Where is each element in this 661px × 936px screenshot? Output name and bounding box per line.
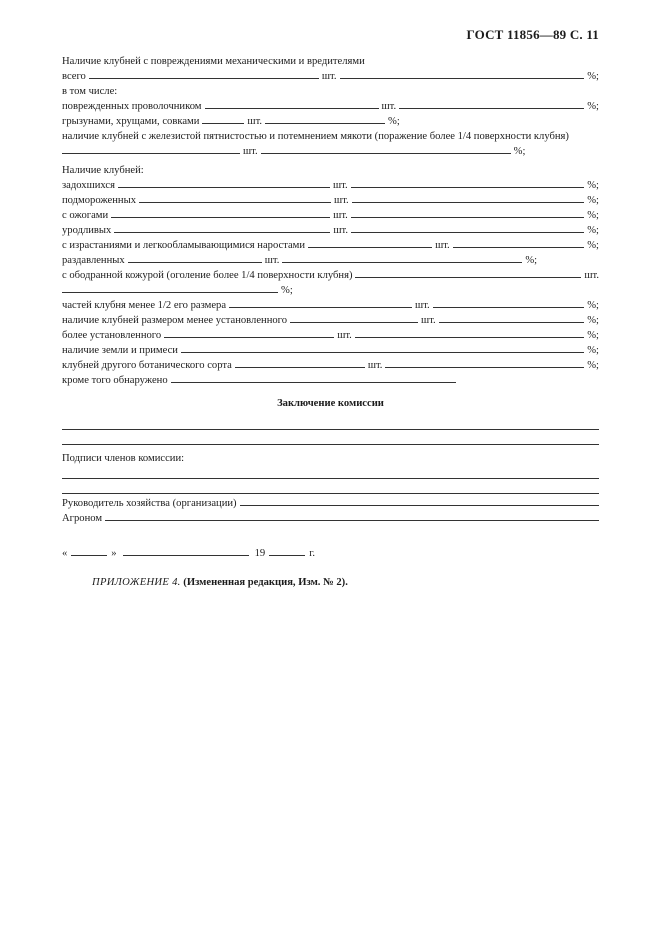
year-suffix: г. xyxy=(309,548,315,559)
dried-row xyxy=(62,176,599,191)
signatures-label: Подписи членов комиссии: xyxy=(62,453,185,464)
smaller-percent-field[interactable] xyxy=(439,322,585,323)
percent-unit: %; xyxy=(587,180,599,191)
rust-spot-values-row xyxy=(62,142,599,157)
rust-spot-count-field[interactable] xyxy=(62,153,240,154)
soil-row xyxy=(62,341,599,356)
larger-count-field[interactable] xyxy=(164,337,334,338)
pcs-unit: шт. xyxy=(367,360,383,371)
appendix-note xyxy=(92,577,599,588)
head-label: Руководитель хозяйства (организации) xyxy=(62,498,237,509)
tubers-heading: Наличие клубней: xyxy=(62,165,144,176)
wireworm-label: поврежденных проволочником xyxy=(62,101,202,112)
pcs-unit: шт. xyxy=(584,270,599,281)
frozen-label: подмороженных xyxy=(62,195,137,206)
soil-percent-field[interactable] xyxy=(181,352,584,353)
burns-row xyxy=(62,206,599,221)
frozen-count-field[interactable] xyxy=(139,202,331,203)
percent-unit: %; xyxy=(587,345,599,356)
other-variety-percent-field[interactable] xyxy=(385,367,584,368)
other-variety-count-field[interactable] xyxy=(235,367,365,368)
percent-unit: %; xyxy=(587,240,599,251)
open-quote: « xyxy=(62,548,68,559)
appendix-text: (Измененная редакция, Изм. № 2). xyxy=(183,577,348,588)
parts-label: частей клубня менее 1/2 его размера xyxy=(62,300,227,311)
pcs-unit: шт. xyxy=(415,300,430,311)
total-percent-field[interactable] xyxy=(340,78,585,79)
sprouts-percent-field[interactable] xyxy=(453,247,585,248)
head-row xyxy=(62,494,599,509)
also-found-label: кроме того обнаружено xyxy=(62,375,168,386)
wireworm-row xyxy=(62,97,599,112)
other-variety-row xyxy=(62,356,599,371)
peeled-values-row xyxy=(62,281,599,296)
crushed-percent-field[interactable] xyxy=(282,262,522,263)
wireworm-percent-field[interactable] xyxy=(399,108,584,109)
wireworm-count-field[interactable] xyxy=(205,108,379,109)
larger-percent-field[interactable] xyxy=(355,337,584,338)
page-header: ГОСТ 11856—89 С. 11 xyxy=(466,27,599,42)
tubers-heading-row xyxy=(62,161,599,176)
percent-unit: %; xyxy=(587,71,599,82)
agronomist-signature-field[interactable] xyxy=(105,520,599,521)
signatures-row xyxy=(62,449,599,464)
head-signature-field[interactable] xyxy=(240,505,599,506)
rodents-label: грызунами, хрущами, совками xyxy=(62,116,200,127)
pcs-unit: шт. xyxy=(381,101,397,112)
including-label: в том числе: xyxy=(62,86,118,97)
crushed-label: раздавленных xyxy=(62,255,125,266)
conclusion-line-1[interactable] xyxy=(62,415,599,430)
sprouts-row xyxy=(62,236,599,251)
smaller-row xyxy=(62,311,599,326)
sprouts-label: с израстаниями и легкообламывающимися наростами xyxy=(62,240,306,251)
percent-unit: %; xyxy=(587,101,599,112)
rust-spot-row xyxy=(62,127,599,142)
peeled-row xyxy=(62,266,599,281)
peeled-count-field[interactable] xyxy=(355,277,581,278)
pcs-unit: шт. xyxy=(337,330,352,341)
pcs-unit: шт. xyxy=(333,225,348,236)
date-row xyxy=(62,544,599,559)
percent-unit: %; xyxy=(587,210,599,221)
dried-label: задохшихся xyxy=(62,180,115,191)
soil-label: наличие земли и примеси xyxy=(62,345,178,356)
larger-row xyxy=(62,326,599,341)
close-quote: » xyxy=(111,548,117,559)
frozen-row xyxy=(62,191,599,206)
percent-unit: %; xyxy=(587,330,599,341)
pcs-unit: шт. xyxy=(247,116,263,127)
crushed-row xyxy=(62,251,599,266)
percent-unit: %; xyxy=(513,146,526,157)
agronomist-label: Агроном xyxy=(62,513,103,524)
conclusion-line-2[interactable] xyxy=(62,430,599,445)
smaller-count-field[interactable] xyxy=(290,322,418,323)
sprouts-count-field[interactable] xyxy=(308,247,432,248)
deformed-count-field[interactable] xyxy=(114,232,330,233)
including-row xyxy=(62,82,599,97)
rodents-count-field[interactable] xyxy=(202,123,244,124)
month-field[interactable] xyxy=(123,555,249,556)
year-field[interactable] xyxy=(269,555,305,556)
appendix-label: ПРИЛОЖЕНИЕ 4. xyxy=(92,577,181,588)
percent-unit: %; xyxy=(587,225,599,236)
mechanical-damage-heading-row xyxy=(62,52,599,67)
crushed-count-field[interactable] xyxy=(128,262,262,263)
signature-line-2[interactable] xyxy=(62,479,599,494)
parts-count-field[interactable] xyxy=(229,307,412,308)
year-prefix: 19 xyxy=(254,548,266,559)
pcs-unit: шт. xyxy=(333,180,348,191)
other-variety-label: клубней другого ботанического сорта xyxy=(62,360,232,371)
total-count-field[interactable] xyxy=(89,78,319,79)
pcs-unit: шт. xyxy=(333,210,348,221)
pcs-unit: шт. xyxy=(321,71,337,82)
deformed-label: уродливых xyxy=(62,225,112,236)
percent-unit: %; xyxy=(388,116,400,127)
pcs-unit: шт. xyxy=(421,315,436,326)
agronomist-row xyxy=(62,509,599,524)
rust-spot-label: наличие клубней с железистой пятнистостью и потемнением мякоти (поражение более 1/4 поверхности клубня) xyxy=(62,131,569,142)
smaller-label: наличие клубней размером менее установленного xyxy=(62,315,288,326)
parts-percent-field[interactable] xyxy=(433,307,585,308)
signature-line-1[interactable] xyxy=(62,464,599,479)
burns-count-field[interactable] xyxy=(111,217,330,218)
percent-unit: %; xyxy=(587,195,599,206)
rodents-row xyxy=(62,112,599,127)
rust-spot-percent-field[interactable] xyxy=(261,153,511,154)
total-row xyxy=(62,67,599,82)
total-label: всего xyxy=(62,71,86,82)
larger-label: более установленного xyxy=(62,330,162,341)
peeled-percent-field[interactable] xyxy=(62,292,278,293)
percent-unit: %; xyxy=(587,360,599,371)
pcs-unit: шт. xyxy=(243,146,258,157)
pcs-unit: шт. xyxy=(435,240,450,251)
percent-unit: %; xyxy=(281,285,293,296)
percent-unit: %; xyxy=(587,300,599,311)
parts-row xyxy=(62,296,599,311)
day-field[interactable] xyxy=(71,555,107,556)
rodents-percent-field[interactable] xyxy=(265,123,385,124)
pcs-unit: шт. xyxy=(334,195,349,206)
percent-unit: %; xyxy=(587,315,599,326)
form-content xyxy=(62,52,599,588)
burns-label: с ожогами xyxy=(62,210,109,221)
peeled-label: с ободранной кожурой (оголение более 1/4 поверхности клубня) xyxy=(62,270,353,281)
burns-percent-field[interactable] xyxy=(351,217,584,218)
percent-unit: %; xyxy=(525,255,538,266)
dried-percent-field[interactable] xyxy=(351,187,585,188)
also-found-row xyxy=(62,371,599,386)
frozen-percent-field[interactable] xyxy=(352,202,585,203)
also-found-field[interactable] xyxy=(171,382,456,383)
dried-count-field[interactable] xyxy=(118,187,330,188)
mechanical-damage-heading: Наличие клубней с повреждениями механическими и вредителями xyxy=(62,56,365,67)
pcs-unit: шт. xyxy=(264,255,280,266)
deformed-row xyxy=(62,221,599,236)
deformed-percent-field[interactable] xyxy=(351,232,584,233)
conclusion-title: Заключение комиссии xyxy=(277,398,384,409)
